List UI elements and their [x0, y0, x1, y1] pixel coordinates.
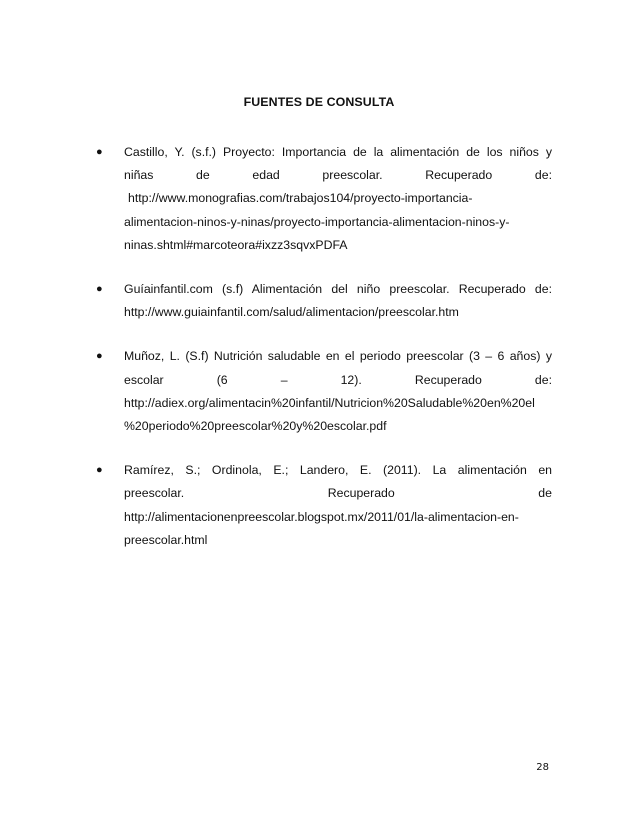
reference-line: escolar (6 – 12). Recuperado de:	[124, 372, 552, 387]
reference-item	[96, 459, 552, 552]
reference-list	[96, 141, 552, 573]
reference-link: ninas.shtml#marcoteora#ixzz3sqvxPDFA	[124, 237, 348, 252]
page-title: FUENTES DE CONSULTA	[243, 95, 395, 109]
bullet-icon: ●	[96, 350, 103, 363]
reference-link: alimentacion-ninos-y-ninas/proyecto-importancia-alimentacion-ninos-y-	[124, 214, 510, 229]
reference-link: http://www.monografias.com/trabajos104/proyecto-importancia-	[128, 191, 473, 206]
reference-line: niñas de edad preescolar. Recuperado de:	[124, 168, 552, 183]
bullet-icon: ●	[96, 283, 103, 296]
reference-item	[96, 345, 552, 438]
reference-line: Ramírez, S.; Ordinola, E.; Landero, E. (2011). La alimentación en	[124, 463, 552, 478]
reference-link: %20periodo%20preescolar%20y%20escolar.pdf	[124, 419, 387, 434]
reference-link: http://alimentacionenpreescolar.blogspot.mx/2011/01/la-alimentacion-en-	[124, 509, 519, 524]
reference-line: Muñoz, L. (S.f) Nutrición saludable en el periodo preescolar (3 – 6 años) y	[124, 349, 552, 364]
page-number: 28	[536, 762, 549, 773]
bullet-icon: ●	[96, 464, 103, 477]
bullet-icon: ●	[96, 146, 103, 158]
reference-line: preescolar. Recuperado de	[124, 486, 552, 501]
reference-link: http://adiex.org/alimentacin%20infantil/Nutricion%20Saludable%20en%20el	[124, 395, 535, 410]
reference-item	[96, 141, 552, 257]
reference-line: Castillo, Y. (s.f.) Proyecto: Importancia de la alimentación de los niños y	[124, 145, 552, 159]
reference-link: preescolar.html	[124, 532, 208, 547]
reference-item	[96, 278, 552, 324]
reference-link: http://www.guiainfantil.com/salud/alimentacion/preescolar.htm	[124, 305, 459, 320]
reference-line: Guíainfantil.com (s.f) Alimentación del niño preescolar. Recuperado de:	[124, 282, 552, 297]
